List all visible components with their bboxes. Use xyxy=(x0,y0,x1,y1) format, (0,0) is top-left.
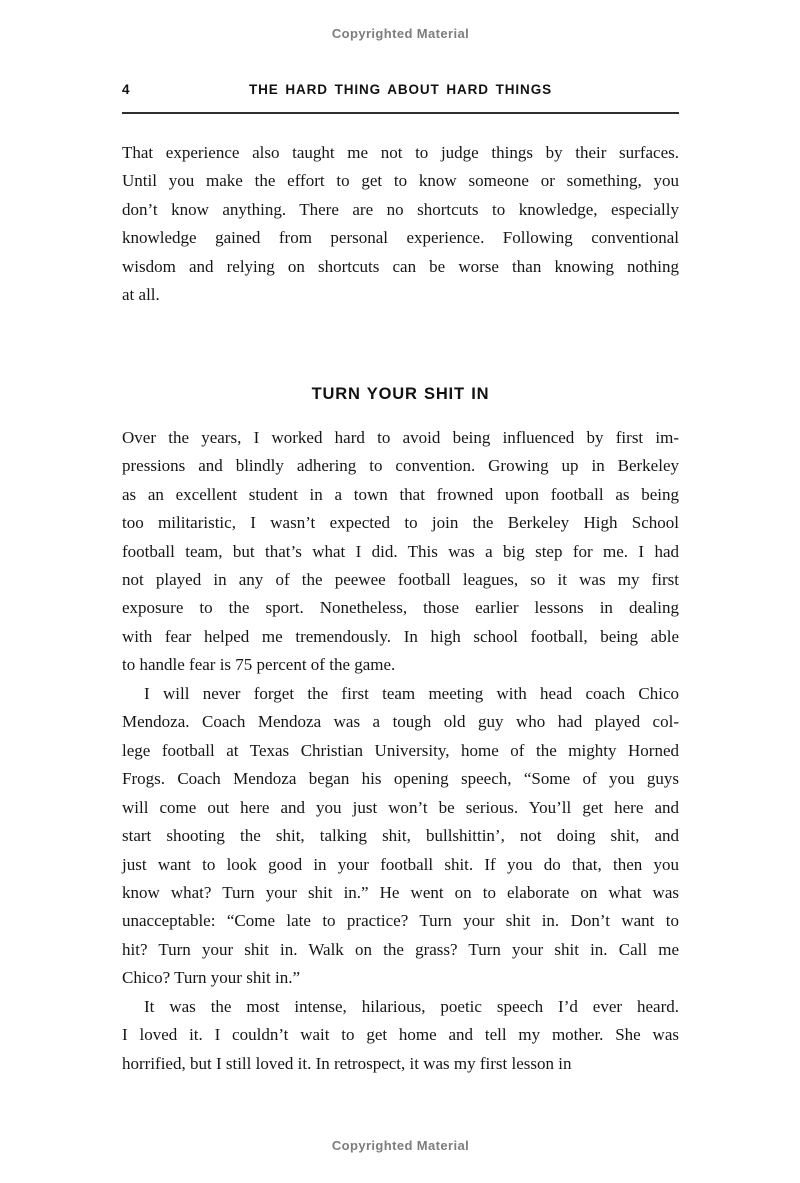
text-line: knowledge gained from personal experience. Following conventional xyxy=(122,228,679,248)
text-line: not played in any of the peewee football leagues, so it was my first xyxy=(122,569,679,589)
text-line: will come out here and you just won’t be serious. You’ll get here and xyxy=(122,797,679,817)
section-paragraphs-slot xyxy=(122,424,679,1078)
page-number: 4 xyxy=(122,82,130,97)
paragraph xyxy=(122,139,679,310)
paragraph xyxy=(122,424,679,680)
text-line: hit? Turn your shit in. Walk on the grass? Turn your shit in. Call me xyxy=(122,939,679,959)
text-line: know what? Turn your shit in.” He went on to elaborate on what was xyxy=(122,882,679,902)
text-line: Over the years, I worked hard to avoid being influenced by first im- xyxy=(122,427,679,447)
text-line: It was the most intense, hilarious, poetic speech I’d ever heard. xyxy=(144,996,679,1016)
text-line: just want to look good in your football shit. If you do that, then you xyxy=(122,854,679,874)
text-line: Mendoza. Coach Mendoza was a tough old guy who had played col- xyxy=(122,712,679,732)
text-line: at all. xyxy=(122,285,160,305)
paragraph xyxy=(122,680,679,993)
text-line: horrified, but I still loved it. In retrospect, it was my first lesson in xyxy=(122,1053,572,1073)
text-line: unacceptable: “Come late to practice? Turn your shit in. Don’t want to xyxy=(122,911,679,931)
text-line: as an excellent student in a town that frowned upon football as being xyxy=(122,484,679,504)
text-line: pressions and blindly adhering to convention. Growing up in Berkeley xyxy=(122,456,679,476)
text-line: I will never forget the first team meeting with head coach Chico xyxy=(144,683,679,703)
text-line: lege football at Texas Christian University, home of the mighty Horned xyxy=(122,740,679,760)
running-title: THE HARD THING ABOUT HARD THINGS xyxy=(248,82,553,97)
text-line: Frogs. Coach Mendoza began his opening speech, “Some of you guys xyxy=(122,769,679,789)
text-line: with fear helped me tremendously. In high school football, being able xyxy=(122,626,679,646)
text-line: start shooting the shit, talking shit, bullshittin’, not doing shit, and xyxy=(122,826,679,846)
text-line: I loved it. I couldn’t wait to get home and tell my mother. She was xyxy=(122,1025,679,1045)
text-line: to handle fear is 75 percent of the game. xyxy=(122,655,396,675)
text-line: Until you make the effort to get to know someone or something, you xyxy=(122,171,679,191)
header-rule xyxy=(122,112,679,114)
body-text xyxy=(122,139,679,1078)
text-column xyxy=(122,0,679,1183)
text-line: wisdom and relying on shortcuts can be worse than knowing nothing xyxy=(122,256,679,276)
text-line: That experience also taught me not to judge things by their surfaces. xyxy=(122,143,679,162)
copyright-notice-top: Copyrighted Material xyxy=(331,26,470,41)
text-line: don’t know anything. There are no shortcuts to knowledge, especially xyxy=(122,199,679,219)
text-line: too militaristic, I wasn’t expected to join the Berkeley High School xyxy=(122,513,679,533)
section-heading: TURN YOUR SHIT IN xyxy=(311,384,490,403)
paragraph xyxy=(122,993,679,1078)
text-line: Chico? Turn your shit in.” xyxy=(122,968,301,988)
intro-paragraph-slot xyxy=(122,139,679,310)
text-line: football team, but that’s what I did. This was a big step for me. I had xyxy=(122,541,679,561)
page-header xyxy=(122,82,679,100)
copyright-notice-bottom: Copyrighted Material xyxy=(331,1138,470,1153)
text-line: exposure to the sport. Nonetheless, those earlier lessons in dealing xyxy=(122,598,679,618)
